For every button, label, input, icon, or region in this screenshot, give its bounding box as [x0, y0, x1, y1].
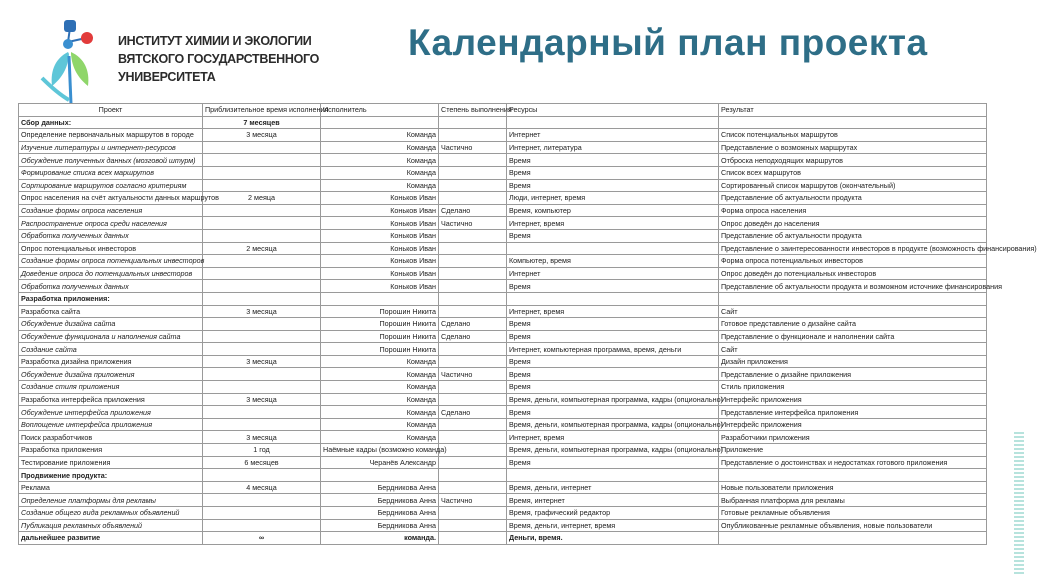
- table-row: [19, 368, 987, 381]
- cell-status: [439, 179, 507, 192]
- table-row: [19, 141, 987, 154]
- university-logo: [38, 20, 108, 104]
- cell-executor: Порошин Никита: [321, 343, 439, 356]
- cell-task: Воплощение интерфейса приложения: [19, 418, 203, 431]
- cell-task: Обсуждение полученных данных (мозговой штурм): [19, 154, 203, 167]
- cell-task: Разработка приложения: [19, 444, 203, 457]
- cell-executor: Коньков Иван: [321, 192, 439, 205]
- cell-result: [719, 116, 987, 129]
- cell-status: [439, 242, 507, 255]
- cell-executor: Наёмные кадры (возможно команда): [321, 444, 439, 457]
- cell-task: Публикация рекламных объявлений: [19, 519, 203, 532]
- cell-task: Создание формы опроса потенциальных инвесторов: [19, 255, 203, 268]
- cell-task: Разработка приложения:: [19, 292, 203, 305]
- section-row: [19, 116, 987, 129]
- cell-time: [203, 280, 321, 293]
- table-row: [19, 229, 987, 242]
- cell-task: Разработка интерфейса приложения: [19, 393, 203, 406]
- cell-time: [203, 292, 321, 305]
- table-row: [19, 418, 987, 431]
- cell-time: [203, 507, 321, 520]
- cell-resources: Люди, интернет, время: [507, 192, 719, 205]
- logo-leaf-left: [52, 52, 69, 86]
- cell-resources: [507, 242, 719, 255]
- cell-time: 1 год: [203, 444, 321, 457]
- cell-resources: Время: [507, 154, 719, 167]
- cell-resources: Интернет: [507, 129, 719, 142]
- cell-status: [439, 129, 507, 142]
- logo-atom: [63, 39, 73, 49]
- cell-resources: Время, графический редактор: [507, 507, 719, 520]
- cell-task: Изучение литературы и интернет-ресурсов: [19, 141, 203, 154]
- cell-result: Новые пользователи приложения: [719, 481, 987, 494]
- header-status: Степень выполнения: [439, 104, 507, 117]
- cell-resources: Время: [507, 280, 719, 293]
- cell-time: 4 месяца: [203, 481, 321, 494]
- cell-status: Сделано: [439, 204, 507, 217]
- cell-time: 3 месяца: [203, 393, 321, 406]
- header-result: Результат: [719, 104, 987, 117]
- cell-result: Сайт: [719, 343, 987, 356]
- table-row: [19, 519, 987, 532]
- cell-result: Представление о достоинствах и недостатках готового приложения: [719, 456, 987, 469]
- cell-executor: Коньков Иван: [321, 280, 439, 293]
- cell-resources: Время: [507, 456, 719, 469]
- cell-result: Список всех маршрутов: [719, 166, 987, 179]
- cell-result: Представление о дизайне приложения: [719, 368, 987, 381]
- cell-executor: Коньков Иван: [321, 255, 439, 268]
- cell-status: [439, 116, 507, 129]
- cell-result: Форма опроса населения: [719, 204, 987, 217]
- cell-time: 2 меяца: [203, 192, 321, 205]
- cell-time: [203, 418, 321, 431]
- section-row: [19, 469, 987, 482]
- cell-resources: Время, деньги, компьютерная программа, кадры (опционально): [507, 393, 719, 406]
- cell-time: 7 месяцев: [203, 116, 321, 129]
- cell-task: Реклама: [19, 481, 203, 494]
- logo-stem: [69, 56, 71, 104]
- cell-result: Представление об актуальности продукта: [719, 192, 987, 205]
- table-row: [19, 444, 987, 457]
- cell-executor: Команда: [321, 141, 439, 154]
- cell-status: [439, 381, 507, 394]
- cell-executor: Команда: [321, 179, 439, 192]
- cell-resources: Время, деньги, интернет, время: [507, 519, 719, 532]
- cell-time: [203, 179, 321, 192]
- cell-executor: Коньков Иван: [321, 242, 439, 255]
- cell-time: [203, 318, 321, 331]
- cell-resources: [507, 116, 719, 129]
- cell-result: Дизайн приложения: [719, 355, 987, 368]
- cell-status: [439, 229, 507, 242]
- cell-result: Представление об актуальности продукта: [719, 229, 987, 242]
- cell-task: Продвижение продукта:: [19, 469, 203, 482]
- cell-status: [439, 267, 507, 280]
- slide-title: Календарный план проекта: [408, 22, 928, 63]
- cell-resources: Время, интернет: [507, 494, 719, 507]
- cell-result: Интерфейс приложения: [719, 393, 987, 406]
- header-executor: Исполнитель: [321, 104, 439, 117]
- cell-task: Создание сайта: [19, 343, 203, 356]
- cell-time: [203, 141, 321, 154]
- cell-time: ∞: [203, 532, 321, 545]
- cell-resources: Время, компьютер: [507, 204, 719, 217]
- cell-executor: Порошин Никита: [321, 318, 439, 331]
- table-row: [19, 204, 987, 217]
- cell-result: Интерфейс приложения: [719, 418, 987, 431]
- cell-status: [439, 343, 507, 356]
- cell-time: 3 месяца: [203, 355, 321, 368]
- cell-status: [439, 519, 507, 532]
- cell-executor: Команда: [321, 381, 439, 394]
- table-row: [19, 507, 987, 520]
- institute-line: УНИВЕРСИТЕТА: [118, 70, 216, 84]
- cell-executor: Команда: [321, 368, 439, 381]
- cell-resources: Время, деньги, интернет: [507, 481, 719, 494]
- cell-task: Создание стиля приложения: [19, 381, 203, 394]
- cell-time: [203, 267, 321, 280]
- cell-executor: Коньков Иван: [321, 217, 439, 230]
- cell-time: [203, 406, 321, 419]
- cell-task: Обработка полученных данных: [19, 229, 203, 242]
- cell-resources: Время: [507, 406, 719, 419]
- cell-result: Представление о возможных маршрутах: [719, 141, 987, 154]
- cell-status: [439, 507, 507, 520]
- cell-time: [203, 343, 321, 356]
- cell-task: Опрос населения на счёт актуальности данных маршрутов: [19, 192, 203, 205]
- table-row: [19, 318, 987, 331]
- cell-status: [439, 456, 507, 469]
- cell-status: [439, 444, 507, 457]
- cell-time: [203, 469, 321, 482]
- cell-status: Частично: [439, 141, 507, 154]
- cell-status: [439, 292, 507, 305]
- cell-result: Готовое представление о дизайне сайта: [719, 318, 987, 331]
- cell-status: [439, 355, 507, 368]
- cell-task: Обсуждение дизайна сайта: [19, 318, 203, 331]
- cell-resources: Время: [507, 381, 719, 394]
- cell-executor: [321, 116, 439, 129]
- cell-status: [439, 393, 507, 406]
- cell-task: Обсуждение интерфейса приложения: [19, 406, 203, 419]
- cell-result: Опрос доведён до потенциальных инвесторов: [719, 267, 987, 280]
- cell-task: Определение платформы для рекламы: [19, 494, 203, 507]
- cell-resources: Время: [507, 166, 719, 179]
- cell-resources: Интернет, время: [507, 217, 719, 230]
- table-row: [19, 129, 987, 142]
- cell-time: 3 месяца: [203, 129, 321, 142]
- cell-resources: Интернет, компьютерная программа, время, деньги: [507, 343, 719, 356]
- cell-status: Сделано: [439, 406, 507, 419]
- cell-status: [439, 481, 507, 494]
- cell-time: [203, 217, 321, 230]
- cell-result: Опубликованные рекламные объявления, новые пользователи: [719, 519, 987, 532]
- cell-time: 3 месяца: [203, 431, 321, 444]
- section-row: [19, 532, 987, 545]
- cell-executor: [321, 469, 439, 482]
- cell-time: [203, 494, 321, 507]
- cell-status: [439, 305, 507, 318]
- cell-executor: Порошин Никита: [321, 305, 439, 318]
- table-row: [19, 355, 987, 368]
- cell-executor: Коньков Иван: [321, 204, 439, 217]
- cell-status: [439, 154, 507, 167]
- cell-executor: команда.: [321, 532, 439, 545]
- cell-executor: Коньков Иван: [321, 267, 439, 280]
- cell-task: Обсуждение функционала и наполнения сайта: [19, 330, 203, 343]
- cell-time: [203, 204, 321, 217]
- table-row: [19, 393, 987, 406]
- cell-task: Обсуждение дизайна приложения: [19, 368, 203, 381]
- cell-resources: Интернет, время: [507, 305, 719, 318]
- cell-executor: Черанёв Александр: [321, 456, 439, 469]
- table-row: [19, 431, 987, 444]
- cell-executor: Команда: [321, 393, 439, 406]
- cell-task: Разработка дизайна приложения: [19, 355, 203, 368]
- cell-time: [203, 330, 321, 343]
- table-row: [19, 255, 987, 268]
- cell-task: Создание общего вида рекламных объявлений: [19, 507, 203, 520]
- header-resources: Ресурсы: [507, 104, 719, 117]
- cell-result: Представление об актуальности продукта и возможном источнике финансирования: [719, 280, 987, 293]
- table-row: [19, 280, 987, 293]
- cell-executor: Команда: [321, 355, 439, 368]
- table-row: [19, 242, 987, 255]
- cell-task: Доведение опроса до потенциальных инвесторов: [19, 267, 203, 280]
- cell-resources: Время: [507, 330, 719, 343]
- cell-executor: Команда: [321, 129, 439, 142]
- cell-time: [203, 154, 321, 167]
- cell-status: [439, 192, 507, 205]
- cell-time: [203, 381, 321, 394]
- table-row: [19, 305, 987, 318]
- cell-executor: Бердникова Анна: [321, 481, 439, 494]
- cell-time: [203, 166, 321, 179]
- cell-status: [439, 255, 507, 268]
- institute-line: ИНСТИТУТ ХИМИИ И ЭКОЛОГИИ: [118, 34, 312, 48]
- header-time: Приблизительное время исполнения: [203, 104, 321, 117]
- section-row: [19, 292, 987, 305]
- cell-resources: Интернет: [507, 267, 719, 280]
- logo-atom-red: [81, 32, 93, 44]
- table-body: [19, 116, 1037, 544]
- logo-leaf-right: [71, 52, 88, 86]
- cell-resources: Интернет, литература: [507, 141, 719, 154]
- cell-result: Сайт: [719, 305, 987, 318]
- cell-task: Формирование списка всех маршрутов: [19, 166, 203, 179]
- header-project: Проект: [19, 104, 203, 117]
- cell-result: [719, 469, 987, 482]
- cell-status: Частично: [439, 217, 507, 230]
- cell-status: Сделано: [439, 318, 507, 331]
- table-row: [19, 267, 987, 280]
- table-row: [19, 179, 987, 192]
- cell-status: Частично: [439, 494, 507, 507]
- table-row: [19, 192, 987, 205]
- cell-result: Разработчики приложения: [719, 431, 987, 444]
- cell-status: [439, 280, 507, 293]
- cell-result: Представление о заинтересованности инвесторов в продукте (возможность финансирования): [719, 242, 987, 255]
- cell-result: Отброска неподходящих маршрутов: [719, 154, 987, 167]
- cell-task: Поиск разработчиков: [19, 431, 203, 444]
- cell-result: [719, 292, 987, 305]
- cell-task: Определение первоначальных маршрутов в городе: [19, 129, 203, 142]
- cell-task: Опрос потенциальных инвесторов: [19, 242, 203, 255]
- cell-result: [719, 532, 987, 545]
- table-row: [19, 456, 987, 469]
- decorative-stripes: [1014, 430, 1024, 574]
- table-row: [19, 154, 987, 167]
- cell-executor: Команда: [321, 166, 439, 179]
- cell-resources: Время: [507, 318, 719, 331]
- cell-status: [439, 532, 507, 545]
- cell-executor: Бердникова Анна: [321, 494, 439, 507]
- cell-resources: Время: [507, 179, 719, 192]
- cell-task: Создание формы опроса населения: [19, 204, 203, 217]
- cell-result: Представление о функционале и наполнении сайта: [719, 330, 987, 343]
- cell-result: Опрос доведён до населения: [719, 217, 987, 230]
- cell-time: [203, 255, 321, 268]
- cell-resources: Компьютер, время: [507, 255, 719, 268]
- cell-status: Частично: [439, 368, 507, 381]
- cell-result: Представление интерфейса приложения: [719, 406, 987, 419]
- cell-result: Сортированный список маршрутов (окончательный): [719, 179, 987, 192]
- cell-task: Тестирование приложения: [19, 456, 203, 469]
- table-row: [19, 381, 987, 394]
- cell-task: Сбор данных:: [19, 116, 203, 129]
- cell-status: Сделано: [439, 330, 507, 343]
- cell-result: Список потенциальных маршрутов: [719, 129, 987, 142]
- cell-executor: Команда: [321, 431, 439, 444]
- cell-resources: Интернет, время: [507, 431, 719, 444]
- table-row: [19, 166, 987, 179]
- cell-time: 2 месяца: [203, 242, 321, 255]
- cell-result: Выбранная платформа для рекламы: [719, 494, 987, 507]
- cell-task: Сортирование маршрутов согласно критериям: [19, 179, 203, 192]
- table-row: [19, 343, 987, 356]
- cell-status: [439, 431, 507, 444]
- cell-status: [439, 418, 507, 431]
- cell-task: дальнейшее развитие: [19, 532, 203, 545]
- cell-resources: Время: [507, 368, 719, 381]
- table-header-row: [19, 104, 987, 117]
- cell-resources: Время, деньги, компьютерная программа, кадры (опционально): [507, 444, 719, 457]
- cell-task: Распространение опроса среди населения: [19, 217, 203, 230]
- cell-time: [203, 368, 321, 381]
- cell-resources: Деньги, время.: [507, 532, 719, 545]
- cell-executor: Команда: [321, 418, 439, 431]
- cell-executor: [321, 292, 439, 305]
- cell-task: Обработка полученных данных: [19, 280, 203, 293]
- cell-resources: Время: [507, 355, 719, 368]
- cell-result: Форма опроса потенциальных инвесторов: [719, 255, 987, 268]
- institute-line: ВЯТСКОГО ГОСУДАРСТВЕННОГО: [118, 52, 320, 66]
- cell-time: [203, 519, 321, 532]
- cell-resources: [507, 469, 719, 482]
- cell-executor: Команда: [321, 154, 439, 167]
- table-row: [19, 330, 987, 343]
- cell-result: Готовые рекламные объявления: [719, 507, 987, 520]
- cell-time: 6 месяцев: [203, 456, 321, 469]
- institute-name: [118, 32, 319, 86]
- table-row: [19, 494, 987, 507]
- cell-executor: Коньков Иван: [321, 229, 439, 242]
- table-row: [19, 217, 987, 230]
- table-row: [19, 406, 987, 419]
- cell-resources: Время: [507, 229, 719, 242]
- cell-status: [439, 166, 507, 179]
- cell-time: 3 месяца: [203, 305, 321, 318]
- project-plan-table: [18, 103, 1037, 545]
- cell-result: Стиль приложения: [719, 381, 987, 394]
- cell-executor: Порошин Никита: [321, 330, 439, 343]
- cell-result: Приложение: [719, 444, 987, 457]
- cell-task: Разработка сайта: [19, 305, 203, 318]
- cell-time: [203, 229, 321, 242]
- cell-resources: Время, деньги, компьютерная программа, кадры (опционально): [507, 418, 719, 431]
- cell-status: [439, 469, 507, 482]
- cell-resources: [507, 292, 719, 305]
- table-row: [19, 481, 987, 494]
- cell-executor: Бердникова Анна: [321, 519, 439, 532]
- cell-executor: Бердникова Анна: [321, 507, 439, 520]
- cell-executor: Команда: [321, 406, 439, 419]
